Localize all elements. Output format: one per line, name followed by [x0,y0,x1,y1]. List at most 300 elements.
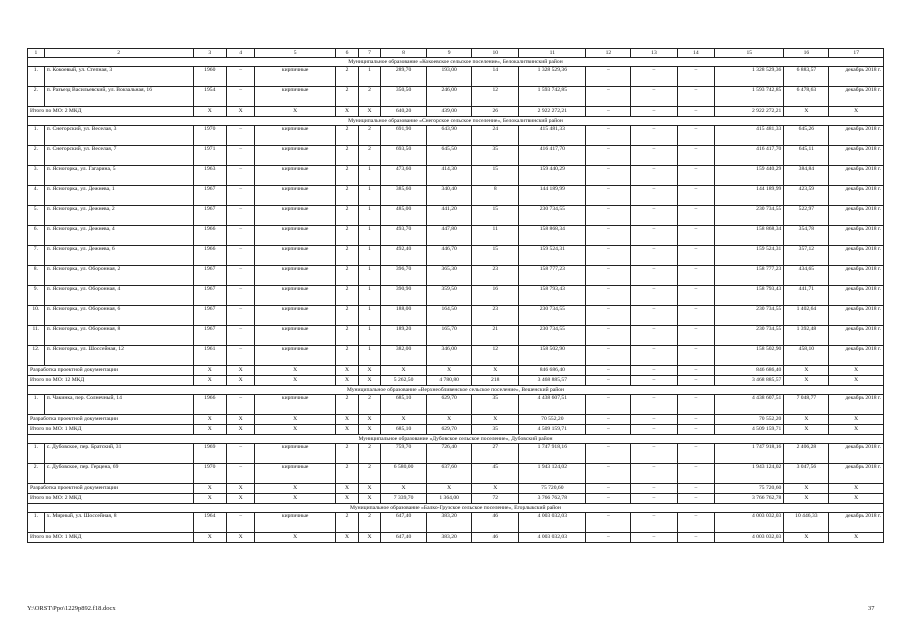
item-area-living: 637,60 [427,464,472,484]
summary-cell: – [631,533,677,543]
item-deadline: декабрь 2018 г. [829,206,884,226]
item-col-14: – [677,513,715,533]
summary-cell: 70 552,20 [715,415,784,425]
summary-cell: X [359,376,381,386]
summary-cell: 26 [472,107,519,117]
item-number: 5. [28,206,45,226]
item-total: 4 438 607,51 [715,395,784,415]
summary-cell: 70 552,20 [519,415,586,425]
summary-cell: – [631,415,677,425]
item-col-4: – [227,126,255,146]
section-title-row [28,435,884,444]
item-deadline: декабрь 2018 г. [829,186,884,206]
summary-cell: X [829,533,884,543]
item-cost-per-m2: 645,11 [784,146,829,166]
section-title-row [28,504,884,513]
summary-cell: 4 780,80 [427,376,472,386]
section-title: Муниципальное образование «Снегорское сельское поселение», Белокалитвинский район [28,117,884,126]
item-entrances: 1 [359,306,381,326]
item-entrances: 2 [359,395,381,415]
item-col-4: – [227,67,255,87]
item-year: 1961 [193,346,227,366]
item-floors: 2 [335,87,358,107]
table-row [28,326,884,346]
item-col-14: – [677,146,715,166]
summary-cell: 218 [472,376,519,386]
summary-cell: X [829,494,884,504]
summary-cell: X [193,415,227,425]
item-address: п. Ясногорка, ул. Оборонная, 6 [44,306,193,326]
item-floors: 2 [335,146,358,166]
summary-cell: X [335,484,358,494]
item-residents: 14 [472,67,519,87]
item-col-13: – [631,146,677,166]
summary-cell: X [193,494,227,504]
summary-cell: X [193,366,227,376]
item-area-living: 359,50 [427,286,472,306]
item-cost: 1 328 529,36 [519,67,586,87]
item-area-living: 340,40 [427,186,472,206]
summary-cell: X [359,415,381,425]
item-col-4: – [227,395,255,415]
item-entrances: 1 [359,326,381,346]
item-material: кирпичные [255,126,336,146]
item-total: 4 003 032,03 [715,513,784,533]
item-area: 759,70 [381,444,427,464]
item-number: 8. [28,266,45,286]
summary-cell: X [335,533,358,543]
summary-cell: X [359,366,381,376]
item-area: 685,10 [381,395,427,415]
section-title: Муниципальное образование «Дубовское сельское поселение», Дубовский район [28,435,884,444]
summary-label: Итого по МО: 2 МКД [28,107,194,117]
repair-program-table [27,48,884,543]
summary-label: Разработка проектной документации [28,415,194,425]
summary-cell: X [335,366,358,376]
item-area-living: 643,90 [427,126,472,146]
item-col-13: – [631,444,677,464]
item-col-13: – [631,87,677,107]
item-deadline: декабрь 2018 г. [829,306,884,326]
summary-cell: X [829,415,884,425]
item-number: 2. [28,87,45,107]
table-row [28,395,884,415]
item-col-12: – [586,464,631,484]
column-number-cell: 14 [677,49,715,58]
item-col-12: – [586,206,631,226]
item-year: 1969 [193,444,227,464]
item-area-living: 365,30 [427,266,472,286]
summary-cell: – [677,484,715,494]
item-col-4: – [227,513,255,533]
item-material: кирпичные [255,346,336,366]
footer-file-path: Y:\ORST\Ppo\1229p892.f18.docx [27,605,116,612]
item-col-4: – [227,186,255,206]
item-cost-per-m2: 6 478,63 [784,87,829,107]
summary-cell: X [381,366,427,376]
summary-cell: – [677,107,715,117]
summary-cell: X [359,494,381,504]
item-entrances: 1 [359,346,381,366]
summary-cell: 2 922 272,21 [519,107,586,117]
item-cost: 230 734,55 [519,206,586,226]
item-cost-per-m2: 7 048,77 [784,395,829,415]
summary-row [28,415,884,425]
summary-row [28,107,884,117]
summary-label: Разработка проектной документации [28,484,194,494]
summary-row [28,533,884,543]
item-residents: 12 [472,346,519,366]
column-number-cell: 3 [193,49,227,58]
table-row [28,126,884,146]
item-material: кирпичные [255,206,336,226]
item-cost: 416 417,70 [519,146,586,166]
item-area-living: 441,20 [427,206,472,226]
summary-cell: 1 364,00 [427,494,472,504]
item-col-13: – [631,395,677,415]
summary-cell: 846 686,40 [715,366,784,376]
item-col-13: – [631,286,677,306]
summary-cell: – [586,484,631,494]
item-address: п. Кокоевый, ул. Степная, 3 [44,67,193,87]
column-number-cell: 7 [359,49,381,58]
item-col-4: – [227,146,255,166]
summary-cell: X [829,484,884,494]
item-year: 1967 [193,326,227,346]
table-row [28,87,884,107]
item-cost-per-m2: 1 392,48 [784,326,829,346]
item-total: 158 502,90 [715,346,784,366]
summary-cell: X [784,415,829,425]
item-floors: 2 [335,306,358,326]
summary-cell: 75 720,60 [715,484,784,494]
summary-cell: X [427,484,472,494]
summary-cell: X [784,494,829,504]
table-row [28,67,884,87]
column-number-cell: 9 [427,49,472,58]
item-material: кирпичные [255,87,336,107]
item-entrances: 1 [359,266,381,286]
item-deadline: декабрь 2018 г. [829,346,884,366]
item-entrances: 1 [359,166,381,186]
summary-cell: X [227,425,255,435]
summary-cell: X [381,415,427,425]
item-address: п. Чакинка, пер. Солнечный, 14 [44,395,193,415]
item-col-12: – [586,513,631,533]
item-col-12: – [586,266,631,286]
item-residents: 23 [472,306,519,326]
item-col-4: – [227,286,255,306]
summary-cell: – [631,425,677,435]
item-residents: 15 [472,166,519,186]
item-col-14: – [677,444,715,464]
summary-cell: X [193,484,227,494]
summary-cell: X [784,376,829,386]
summary-cell: – [677,366,715,376]
item-cost-per-m2: 423,59 [784,186,829,206]
summary-label: Итого по МО: 2 МКД [28,494,194,504]
item-cost: 4 003 032,03 [519,513,586,533]
column-number-cell: 17 [829,49,884,58]
item-col-12: – [586,146,631,166]
summary-cell: X [227,415,255,425]
item-cost-per-m2: 3 047,56 [784,464,829,484]
summary-cell: 4 003 032,03 [715,533,784,543]
item-deadline: декабрь 2018 г. [829,444,884,464]
item-col-4: – [227,444,255,464]
item-total: 158 777,23 [715,266,784,286]
summary-cell: 3 468 885,57 [715,376,784,386]
item-col-14: – [677,326,715,346]
item-material: кирпичные [255,286,336,306]
item-year: 1967 [193,186,227,206]
item-material: кирпичные [255,513,336,533]
summary-cell: – [631,376,677,386]
item-col-12: – [586,126,631,146]
item-address: п. Ясногорка, ул. Шоссейная, 12 [44,346,193,366]
item-deadline: декабрь 2018 г. [829,326,884,346]
summary-cell: 640,20 [381,107,427,117]
item-year: 1964 [193,513,227,533]
item-deadline: декабрь 2018 г. [829,266,884,286]
section-title: Муниципальное образование «Балко-Грузское сельское поселение», Егорлыкский район [28,504,884,513]
item-col-14: – [677,395,715,415]
item-material: кирпичные [255,464,336,484]
item-entrances: 2 [359,146,381,166]
item-material: кирпичные [255,146,336,166]
column-number-row [28,49,884,58]
column-number-cell: 5 [255,49,336,58]
item-address: с. Дубовское, пер. Герцена, 69 [44,464,193,484]
item-col-4: – [227,266,255,286]
item-material: кирпичные [255,444,336,464]
item-area: 693,50 [381,146,427,166]
item-residents: 35 [472,146,519,166]
summary-cell: 5 262,50 [381,376,427,386]
summary-cell: – [631,484,677,494]
item-total: 416 417,70 [715,146,784,166]
item-floors: 2 [335,226,358,246]
summary-cell: 72 [472,494,519,504]
item-cost: 144 189,99 [519,186,586,206]
item-area: 289,70 [381,67,427,87]
item-area: 493,70 [381,226,427,246]
summary-cell: 35 [472,425,519,435]
item-floors: 2 [335,67,358,87]
item-entrances: 2 [359,464,381,484]
item-entrances: 2 [359,513,381,533]
summary-cell: 4 003 032,03 [519,533,586,543]
item-deadline: декабрь 2018 г. [829,87,884,107]
summary-cell: X [335,415,358,425]
item-deadline: декабрь 2018 г. [829,226,884,246]
item-residents: 24 [472,126,519,146]
table-row [28,286,884,306]
summary-cell: X [784,484,829,494]
item-col-12: – [586,186,631,206]
item-area-living: 726,40 [427,444,472,464]
item-number: 4. [28,186,45,206]
item-year: 1966 [193,395,227,415]
item-number: 2. [28,464,45,484]
item-residents: 15 [472,246,519,266]
summary-cell: 685,10 [381,425,427,435]
summary-cell: 846 686,40 [519,366,586,376]
summary-cell: 647,40 [381,533,427,543]
summary-cell: X [227,484,255,494]
item-total: 230 734,55 [715,306,784,326]
summary-cell: X [255,533,336,543]
item-cost: 1 943 124,02 [519,464,586,484]
item-area: 485,00 [381,206,427,226]
item-deadline: декабрь 2018 г. [829,286,884,306]
item-col-14: – [677,286,715,306]
table-row [28,206,884,226]
summary-cell: X [335,107,358,117]
item-year: 1954 [193,87,227,107]
item-number: 9. [28,286,45,306]
item-cost-per-m2: 6 883,57 [784,67,829,87]
summary-cell: 3 766 762,78 [519,494,586,504]
item-address: с. Дубовское, пер. Братский, 31 [44,444,193,464]
item-total: 1 328 529,36 [715,67,784,87]
item-col-4: – [227,226,255,246]
summary-cell: 4 509 159,71 [519,425,586,435]
summary-cell: X [255,107,336,117]
item-area: 396,70 [381,266,427,286]
item-col-4: – [227,246,255,266]
item-col-14: – [677,67,715,87]
item-entrances: 2 [359,87,381,107]
item-col-14: – [677,226,715,246]
summary-cell: X [427,366,472,376]
item-number: 12. [28,346,45,366]
item-col-14: – [677,464,715,484]
item-material: кирпичные [255,67,336,87]
item-area-living: 193,00 [427,67,472,87]
item-cost: 415 481,33 [519,126,586,146]
item-number: 1. [28,444,45,464]
item-deadline: декабрь 2018 г. [829,126,884,146]
item-year: 1967 [193,206,227,226]
summary-label: Итого по МО: 12 МКД [28,376,194,386]
item-year: 1971 [193,146,227,166]
item-floors: 2 [335,346,358,366]
item-col-12: – [586,346,631,366]
table-row [28,306,884,326]
summary-cell: X [335,494,358,504]
item-col-14: – [677,306,715,326]
item-cost: 159 440,29 [519,166,586,186]
summary-cell: X [335,425,358,435]
item-address: п. Ясногорка, ул. Гагарина, 5 [44,166,193,186]
column-number-cell: 13 [631,49,677,58]
document-page [27,48,884,543]
item-floors: 2 [335,286,358,306]
summary-cell: X [335,376,358,386]
item-deadline: декабрь 2018 г. [829,146,884,166]
item-deadline: декабрь 2018 г. [829,395,884,415]
item-area-living: 165,70 [427,326,472,346]
item-floors: 2 [335,266,358,286]
summary-cell: 439,00 [427,107,472,117]
item-number: 6. [28,226,45,246]
item-col-4: – [227,346,255,366]
table-row [28,346,884,366]
table-row [28,266,884,286]
item-deadline: декабрь 2018 г. [829,67,884,87]
summary-cell: – [586,376,631,386]
item-col-14: – [677,126,715,146]
item-floors: 2 [335,186,358,206]
item-col-14: – [677,346,715,366]
item-year: 1967 [193,266,227,286]
item-cost-per-m2: 384,84 [784,166,829,186]
item-number: 7. [28,246,45,266]
item-cost-per-m2: 645,26 [784,126,829,146]
table-row [28,464,884,484]
item-address: п. Ясногорка, ул. Оборонная, 4 [44,286,193,306]
item-cost-per-m2: 354,78 [784,226,829,246]
summary-cell: X [255,366,336,376]
summary-cell: X [381,484,427,494]
item-col-12: – [586,87,631,107]
summary-cell: X [829,425,884,435]
item-area-living: 446,70 [427,246,472,266]
item-material: кирпичные [255,186,336,206]
summary-cell: X [829,107,884,117]
item-area: 691,90 [381,126,427,146]
item-area: 492,40 [381,246,427,266]
item-cost: 1 593 742,85 [519,87,586,107]
summary-label: Разработка проектной документации [28,366,194,376]
summary-cell: X [829,376,884,386]
item-cost-per-m2: 458,10 [784,346,829,366]
summary-cell: X [359,425,381,435]
summary-cell: X [227,533,255,543]
section-title-row [28,117,884,126]
summary-cell: X [784,366,829,376]
item-total: 1 747 918,16 [715,444,784,464]
table-row [28,226,884,246]
item-cost: 159 524,31 [519,246,586,266]
item-col-13: – [631,67,677,87]
item-material: кирпичные [255,326,336,346]
summary-cell: X [784,425,829,435]
summary-cell: X [472,484,519,494]
summary-cell: X [193,425,227,435]
summary-cell: X [227,366,255,376]
summary-cell: – [631,366,677,376]
summary-cell: X [255,484,336,494]
item-number: 10. [28,306,45,326]
summary-cell: X [472,415,519,425]
summary-cell: – [631,107,677,117]
item-year: 1970 [193,464,227,484]
summary-label: Итого по МО: 1 МКД [28,533,194,543]
item-floors: 2 [335,513,358,533]
summary-cell: 46 [472,533,519,543]
summary-label: Итого по МО: 1 МКД [28,425,194,435]
column-number-cell: 2 [44,49,193,58]
item-area-living: 383,20 [427,513,472,533]
item-residents: 45 [472,464,519,484]
item-residents: 27 [472,444,519,464]
item-col-14: – [677,186,715,206]
item-number: 3. [28,166,45,186]
item-year: 1966 [193,246,227,266]
item-cost: 230 734,55 [519,326,586,346]
